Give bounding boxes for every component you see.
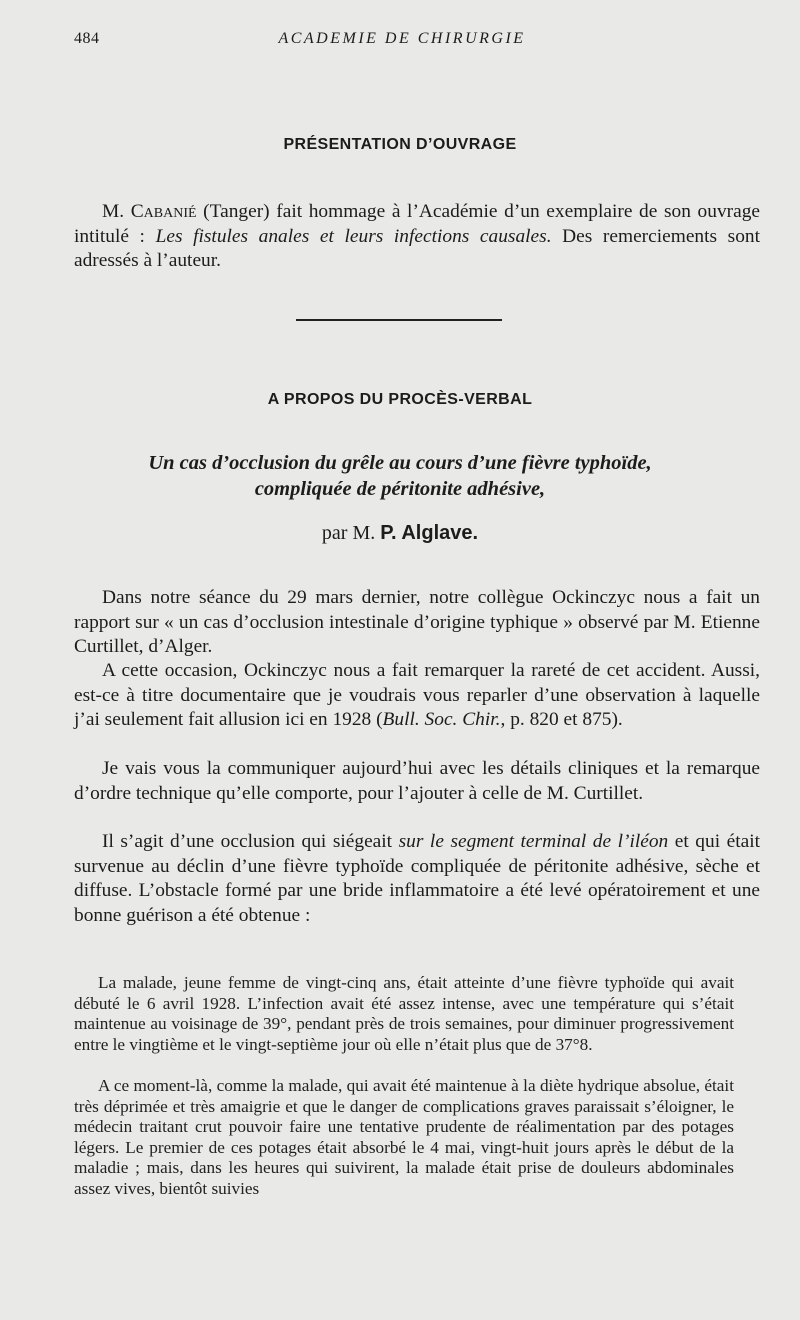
- book-title: Les fistules anales et leurs infections causales.: [155, 225, 552, 247]
- article-title-line-2: compliquée de péritonite adhésive,: [254, 478, 546, 500]
- bulletin-reference: Bull. Soc. Chir.: [382, 709, 501, 730]
- presentation-heading: PRÉSENTATION D’OUVRAGE: [283, 136, 517, 153]
- observation-paragraph-2: A ce moment-là, comme la malade, qui avait été maintenue à la diète hydrique absolue, était très déprimée et très amaigrie et que le danger de complications graves paraissait s’éloigner, le médecin traitant crut pouvoir faire une tentative prudente de réalimentation par des potages légers. Le premier de ces potages était absorbé le 4 mai, vingt-huit jours après le début de la maladie ; mais, dans les heures qui suivirent, la malade était prise de douleurs abdominales assez vives, bientôt suivies: [74, 1076, 734, 1198]
- byline-prefix: par M.: [321, 522, 381, 544]
- byline: [0, 522, 800, 545]
- journal-title: ACADEMIE DE CHIRURGIE: [278, 30, 526, 47]
- presentation-text-2: Des remerciements sont adressés à l’auteur.: [74, 225, 760, 271]
- section-divider: [296, 319, 502, 321]
- byline-author: P. Alglave.: [380, 522, 479, 544]
- body-paragraph-2: [74, 659, 760, 733]
- article-title: [60, 450, 740, 502]
- presentation-paragraph: [74, 200, 760, 274]
- observation-paragraph-1: La malade, jeune femme de vingt-cinq ans, était atteinte d’une fièvre typhoïde qui avait débuté le 6 avril 1928. L’infection avait été assez intense, avec une température qui s’était maintenue au voisinage de 39°, pendant près de trois semaines, pour diminuer progressivement entre le vingtième et le vingt-septième jour où elle n’était plus que de 37°8.: [74, 973, 734, 1054]
- article-title-line-1: Un cas d’occlusion du grêle au cours d’une fièvre typhoïde,: [148, 452, 652, 474]
- body-paragraph-1: Dans notre séance du 29 mars dernier, notre collègue Ockinczyc nous a fait un rapport sur « un cas d’occlusion intestinale d’origine typhique » observé par M. Etienne Curtillet, d’Alger.: [74, 587, 760, 657]
- body-p4-italic: sur le segment terminal de l’iléon: [398, 831, 669, 852]
- body-paragraph-3: Je vais vous la communiquer aujourd’hui avec les détails cliniques et la remarque d’ordre technique qu’elle comporte, pour l’ajouter à celle de M. Curtillet.: [74, 758, 760, 804]
- proces-verbal-heading: A PROPOS DU PROCÈS-VERBAL: [267, 391, 533, 408]
- body-p2-text-a: A cette occasion, Ockinczyc nous a fait remarquer la rareté de cet accident. Aussi, est-ce à titre documentaire que je voudrais vous reparler d’une observation à laquelle j’ai seulement fait allusion ici en 1928 (: [74, 660, 760, 730]
- body-p4-text-b: et qui était survenue au déclin d’une fièvre typhoïde compliquée de péritonite adhésive, sèche et diffuse. L’obstacle formé par une bride inflammatoire a été levé opératoirement et une bonne guérison a été obtenue :: [74, 831, 760, 926]
- body-p2-text-b: , p. 820 et 875).: [500, 709, 623, 730]
- body-p4-text-a: Il s’agit d’une occlusion qui siégeait: [102, 831, 399, 852]
- running-header: [74, 30, 730, 52]
- author-name: M. Cabanié: [102, 201, 197, 222]
- page-number: 484: [74, 30, 100, 47]
- presentation-text-1: (Tanger) fait hommage à l’Académie d’un exemplaire de son ouvrage intitulé :: [74, 201, 760, 247]
- body-paragraph-4: [74, 830, 760, 928]
